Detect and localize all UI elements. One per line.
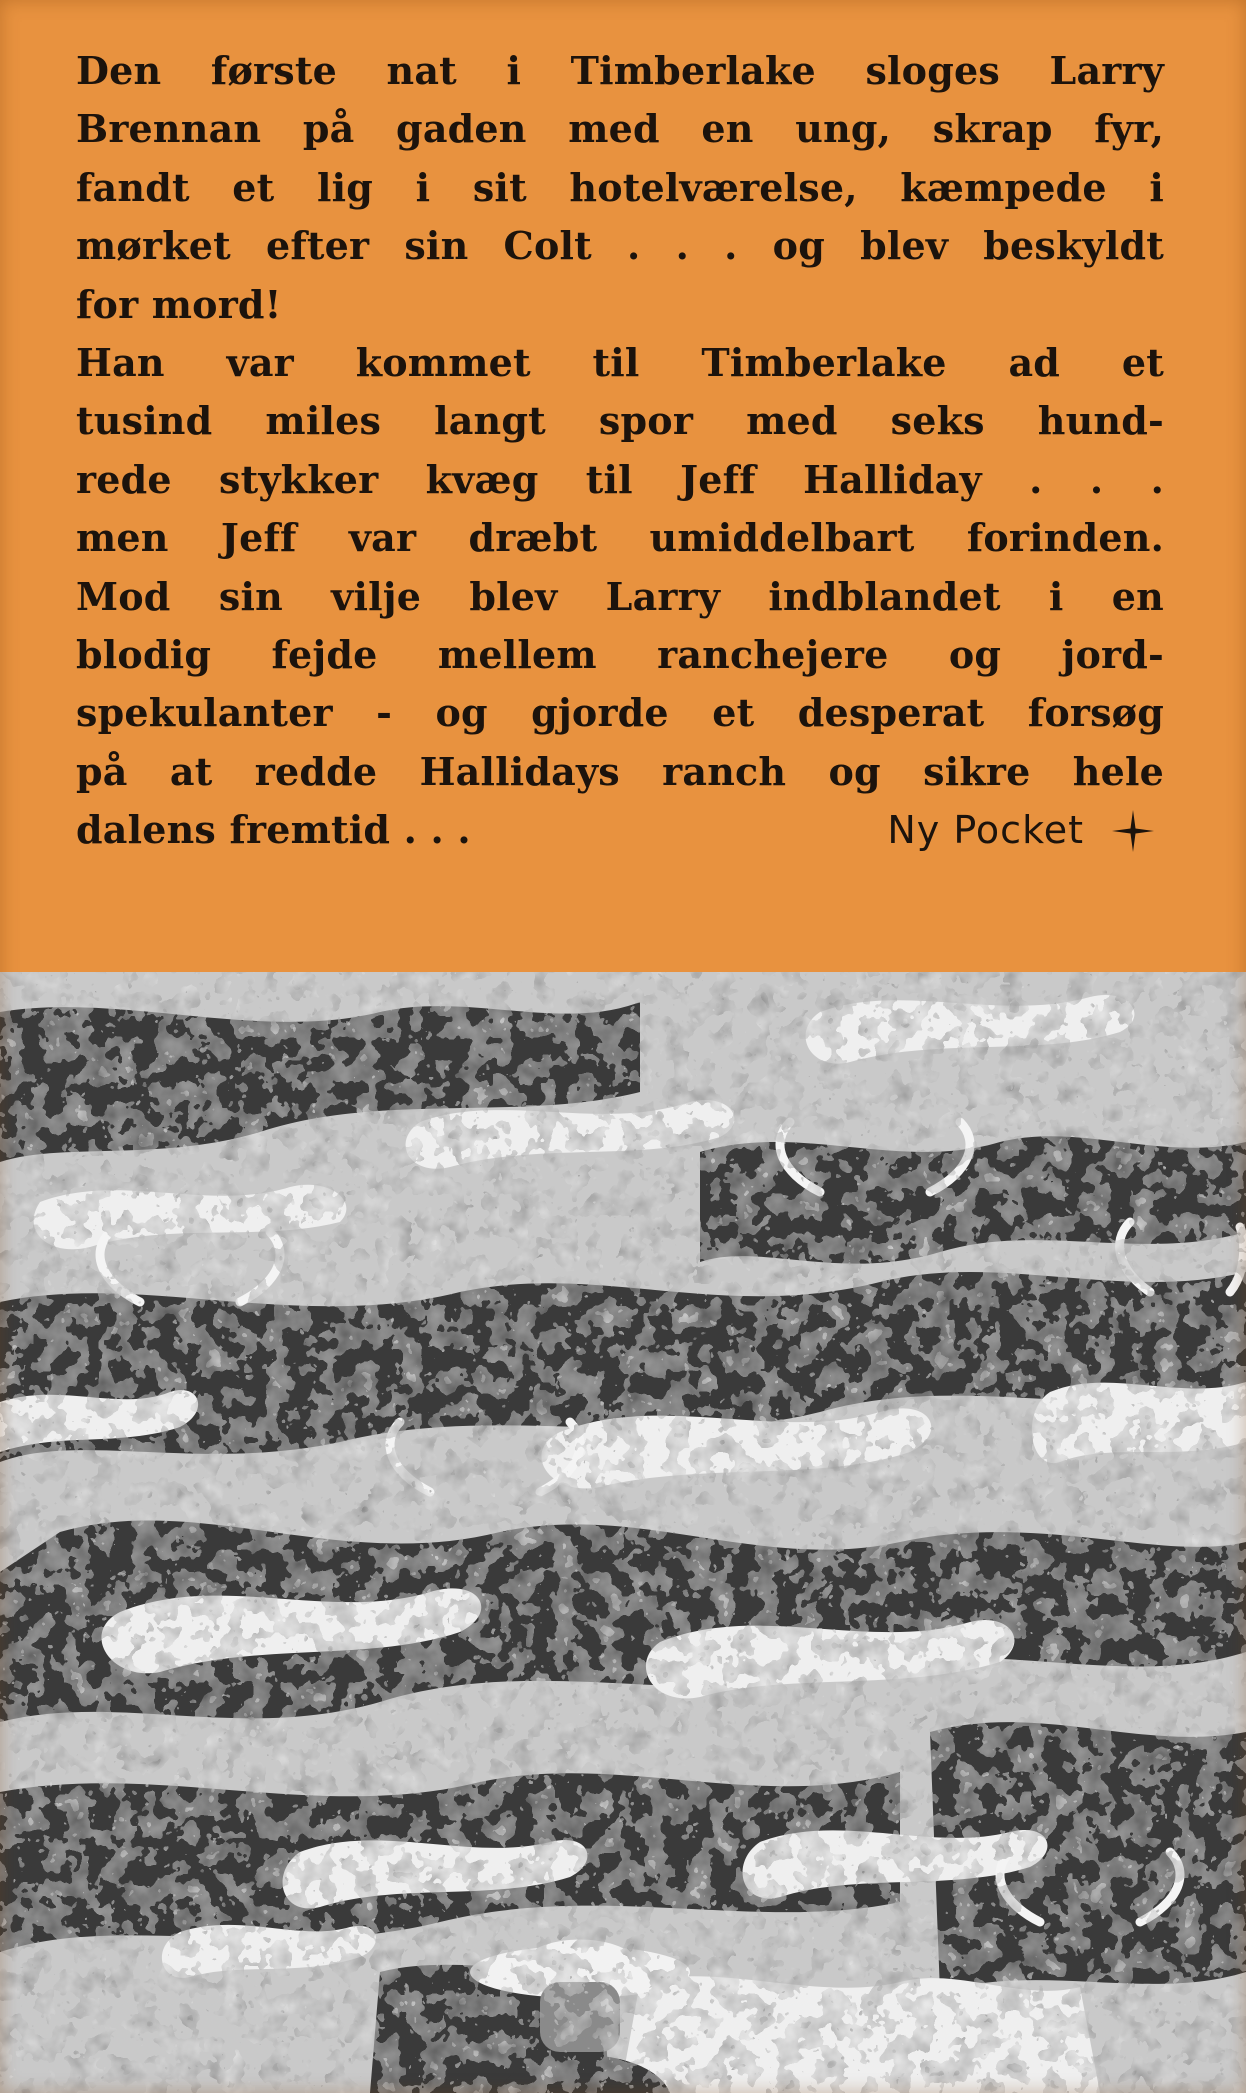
publisher-name: Ny Pocket bbox=[887, 808, 1084, 853]
blurb-line: blodig fejde mellem ranchejere og jord- bbox=[76, 631, 1164, 677]
blurb-line: for mord! bbox=[76, 281, 282, 327]
blurb-line: på at redde Hallidays ranch og sikre hele bbox=[76, 748, 1164, 794]
closing-line: dalens fremtid . . . bbox=[76, 807, 471, 853]
cattle-drive-illustration bbox=[0, 972, 1246, 2093]
blurb-line: Brennan på gaden med en ung, skrap fyr, bbox=[76, 106, 1164, 152]
blurb-line: rede stykker kvæg til Jeff Halliday . . . bbox=[76, 456, 1164, 502]
blurb-line: Den første nat i Timberlake sloges Larry bbox=[76, 48, 1164, 93]
blurb-line: Han var kommet til Timberlake ad et bbox=[76, 339, 1164, 385]
blurb-line: spekulanter - og gjorde et desperat forsøg bbox=[76, 690, 1164, 736]
cattle-drive-photo bbox=[0, 972, 1246, 2093]
blurb-line: Mod sin vilje blev Larry indblandet i en bbox=[76, 573, 1164, 619]
diamond-icon bbox=[1110, 808, 1156, 854]
closing-row bbox=[76, 801, 1164, 859]
blurb-line: tusind miles langt spor med seks hund- bbox=[76, 398, 1164, 444]
blurb-line: mørket efter sin Colt . . . og blev beskyldt bbox=[76, 223, 1164, 269]
blurb-line: men Jeff var dræbt umiddelbart forinden. bbox=[76, 515, 1164, 561]
blurb-text bbox=[76, 42, 1164, 882]
blurb-line: fandt et lig i sit hotelværelse, kæmpede i bbox=[76, 164, 1164, 210]
